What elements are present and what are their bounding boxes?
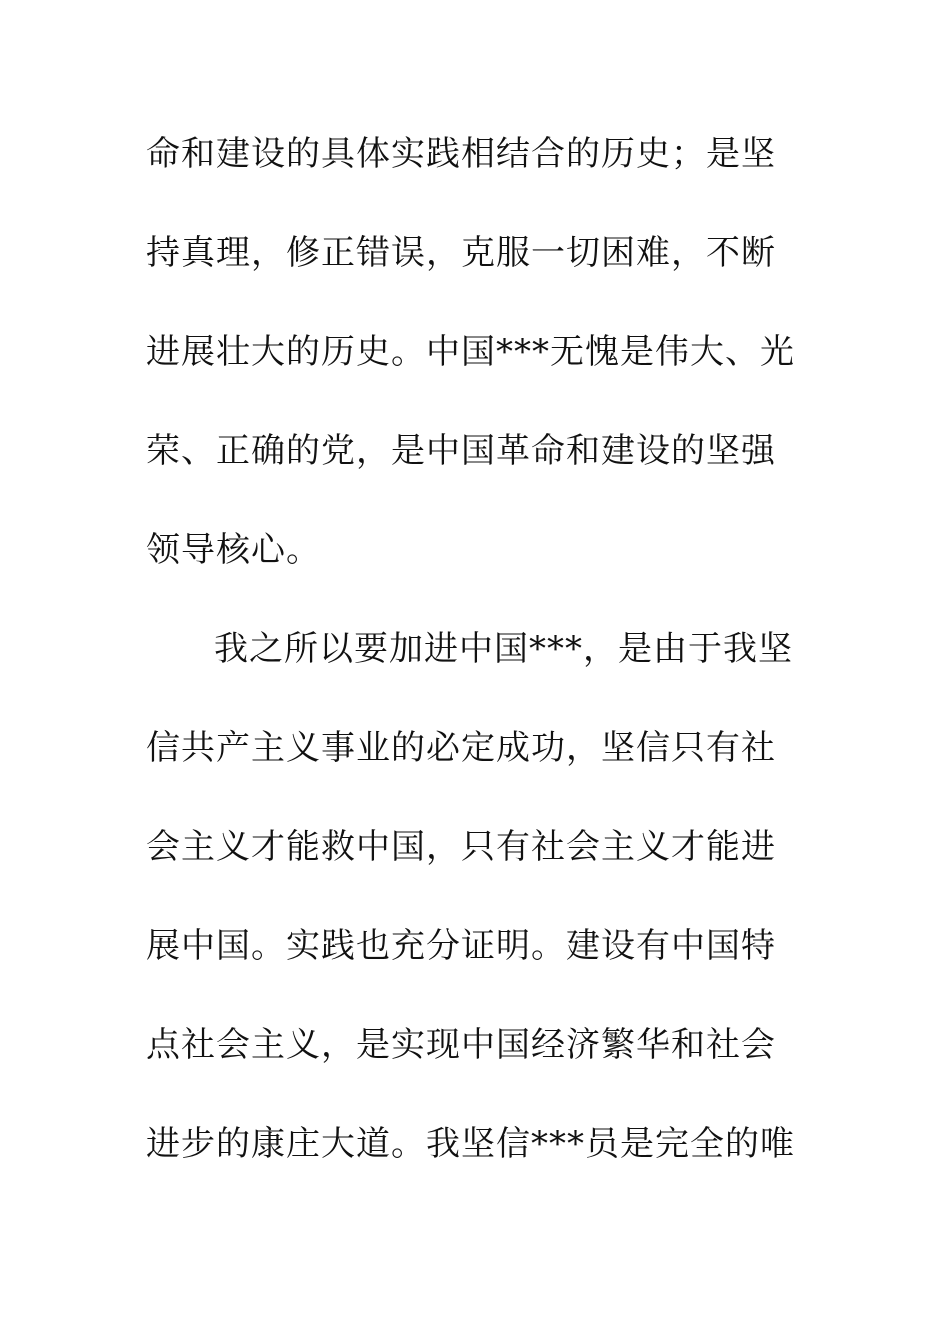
text-line: 会主义才能救中国，只有社会主义才能进 [146, 827, 776, 867]
text-line: 命和建设的具体实践相结合的历史；是坚 [146, 134, 776, 174]
text-line: 信共产主义事业的必定成功，坚信只有社 [146, 728, 776, 768]
text-line: 进展壮大的历史。中国***无愧是伟大、光 [146, 332, 795, 372]
text-line: 持真理，修正错误，克服一切困难，不断 [146, 233, 776, 273]
text-line: 我之所以要加进中国***，是由于我坚 [214, 629, 793, 669]
text-line: 进步的康庄大道。我坚信***员是完全的唯 [146, 1124, 795, 1164]
text-line: 领导核心。 [146, 530, 321, 570]
text-line: 点社会主义，是实现中国经济繁华和社会 [146, 1025, 776, 1065]
text-line: 展中国。实践也充分证明。建设有中国特 [146, 926, 776, 966]
text-line: 荣、正确的党，是中国革命和建设的坚强 [146, 431, 776, 471]
